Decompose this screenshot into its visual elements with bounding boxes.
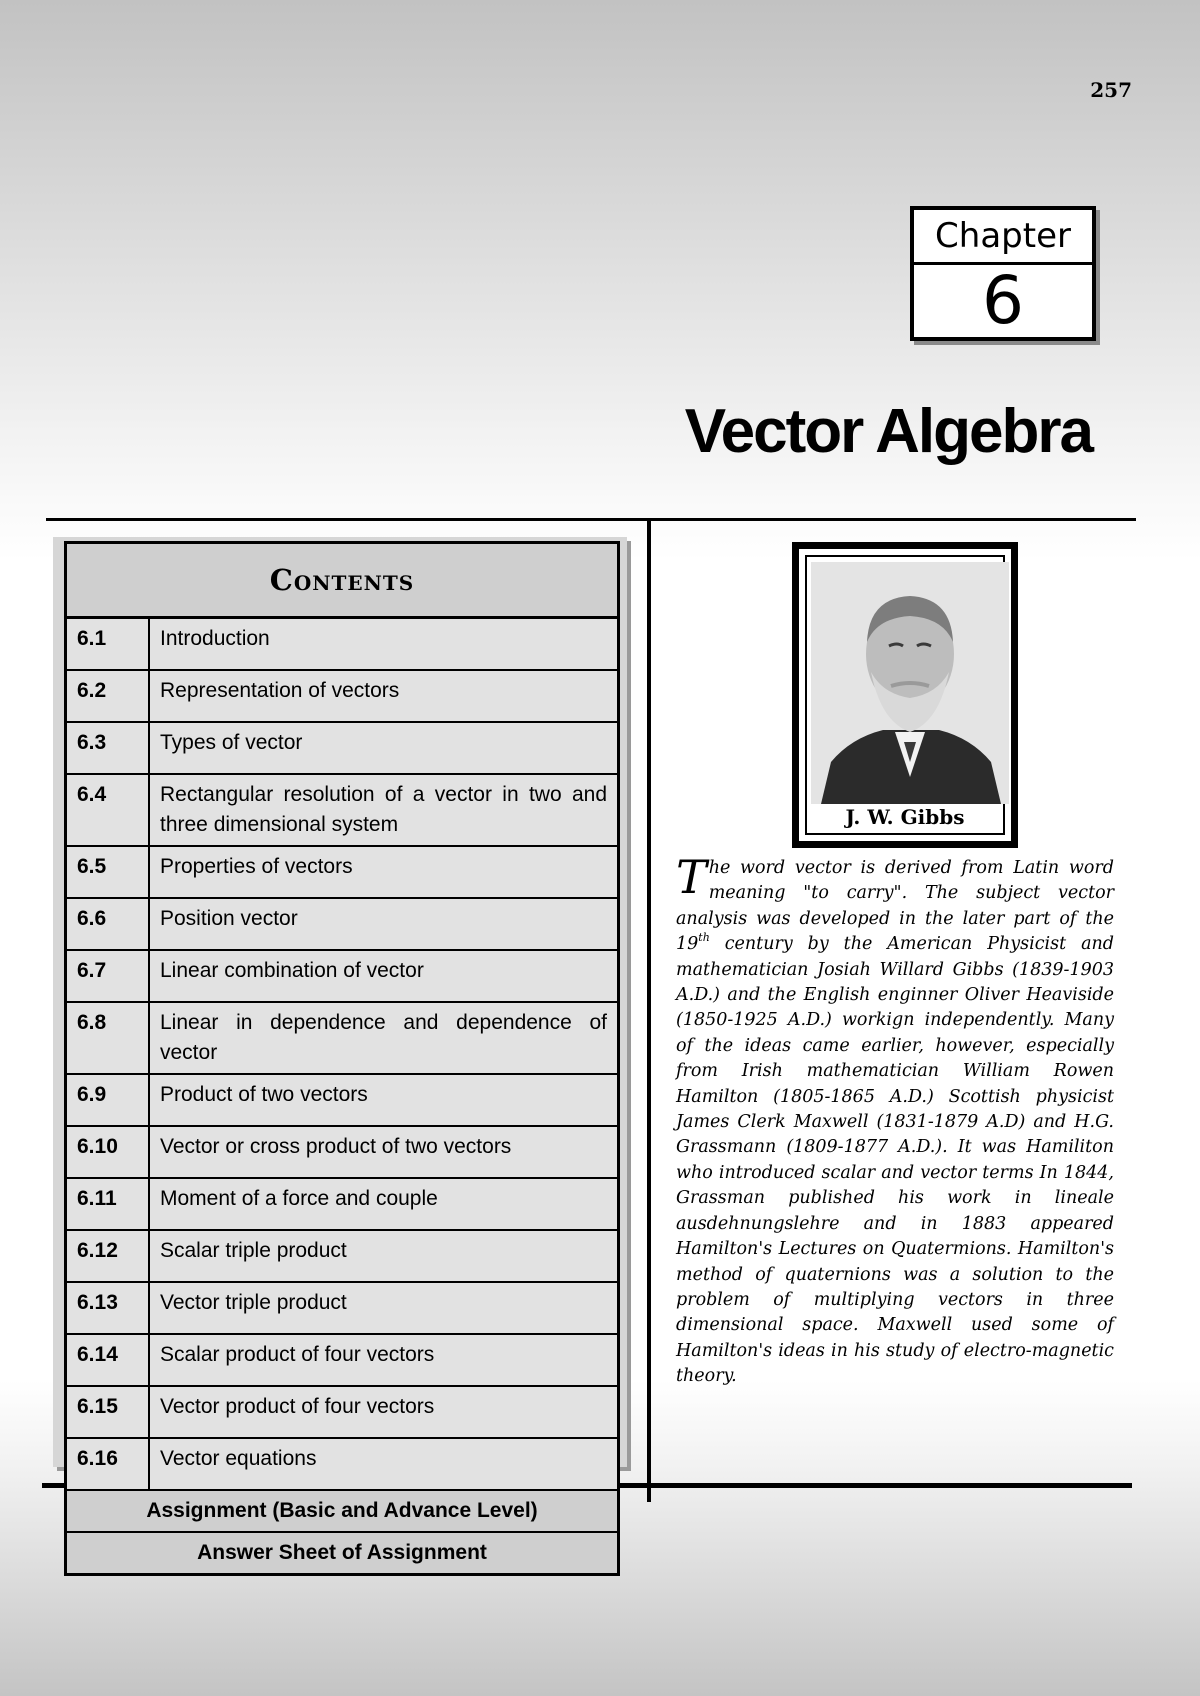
contents-section-title: Position vector (149, 898, 619, 950)
contents-row (66, 1386, 619, 1438)
contents-row (66, 1438, 619, 1490)
contents-row (66, 1230, 619, 1282)
contents-section-number: 6.14 (66, 1334, 150, 1386)
contents-row (66, 1074, 619, 1126)
top-rule (46, 518, 1136, 521)
contents-section-number: 6.6 (66, 898, 150, 950)
contents-section-title: Introduction (149, 618, 619, 671)
contents-row (66, 846, 619, 898)
contents-section-title: Vector equations (149, 1438, 619, 1490)
contents-section-number: 6.5 (66, 846, 150, 898)
page-number: 257 (1090, 78, 1132, 102)
contents-section-title: Rectangular resolution of a vector in two and three dimensional system (149, 774, 619, 846)
biography-superscript: th (698, 931, 710, 945)
gibbs-portrait-drawing (811, 562, 1009, 804)
contents-heading: Contents (66, 543, 619, 618)
chapter-title: Vector Algebra (684, 397, 1092, 466)
contents-row (66, 774, 619, 846)
contents-row (66, 670, 619, 722)
contents-section-title: Vector or cross product of two vectors (149, 1126, 619, 1178)
contents-section-title: Representation of vectors (149, 670, 619, 722)
portrait-frame (792, 542, 1018, 848)
contents-row (66, 1178, 619, 1230)
contents-row (66, 898, 619, 950)
contents-section-number: 6.12 (66, 1230, 150, 1282)
contents-section-title: Product of two vectors (149, 1074, 619, 1126)
portrait-caption: J. W. Gibbs (845, 805, 965, 829)
contents-section-title: Vector product of four vectors (149, 1386, 619, 1438)
contents-section-number: 6.4 (66, 774, 150, 846)
contents-header-row (66, 543, 619, 618)
contents-table (64, 541, 620, 1576)
contents-row (66, 950, 619, 1002)
contents-row (66, 1334, 619, 1386)
contents-section-number: 6.9 (66, 1074, 150, 1126)
contents-section-title: Vector triple product (149, 1282, 619, 1334)
contents-section-title: Linear in dependence and dependence of vector (149, 1002, 619, 1074)
portrait-image (811, 562, 1009, 804)
contents-section-number: 6.2 (66, 670, 150, 722)
contents-section-number: 6.7 (66, 950, 150, 1002)
contents-section-number: 6.13 (66, 1282, 150, 1334)
biography-text-part-1: he word vector is derived from Latin word meaning "to carry". The subject vector analysis was developed in the later part of the 19 (676, 858, 1114, 955)
contents-section-number: 6.16 (66, 1438, 150, 1490)
contents-section-title: Linear combination of vector (149, 950, 619, 1002)
contents-row (66, 618, 619, 671)
chapter-box (910, 206, 1096, 341)
contents-section-number: 6.1 (66, 618, 150, 671)
gibbs-biography (676, 850, 1114, 1390)
portrait-inner-border (805, 555, 1005, 835)
contents-row (66, 1282, 619, 1334)
contents-section-number: 6.8 (66, 1002, 150, 1074)
contents-section-title: Scalar triple product (149, 1230, 619, 1282)
contents-row (66, 722, 619, 774)
contents-section-title: Moment of a force and couple (149, 1178, 619, 1230)
drop-cap: T (676, 850, 707, 904)
biography-text-part-2: century by the American Physicist and mathematician Josiah Willard Gibbs (1839-1903 A.D.) and the English enginner Oliver Heaviside (1850-1925 A.D.) workign independently. Many of the ideas came earlier, however, especially from Irish mathematician William Rowen Hamilton (1805-1865 A.D.) Scottish physicist James Clerk Maxwell (1831-1879 A.D) and H.G. Grassmann (1809-1877 A.D.). It was Hamiliton who introduced scalar and vector terms In 1844, Grassman published his work in lineale ausdehnungslehre and in 1883 appeared Hamilton's Lectures on Quatermions. Hamilton's method of quaternions was a solution to the problem of multiplying vectors in three dimensional space. Maxwell used some of Hamilton's ideas in his study of electro-magnetic theory. (676, 934, 1114, 1387)
answer-sheet-link: Answer Sheet of Assignment (66, 1532, 619, 1575)
chapter-label: Chapter (914, 210, 1092, 265)
contents-section-number: 6.11 (66, 1178, 150, 1230)
contents-row (66, 1126, 619, 1178)
chapter-number: 6 (982, 262, 1024, 339)
column-divider (647, 520, 651, 1502)
contents-footer-row (66, 1490, 619, 1532)
contents-footer-row (66, 1532, 619, 1575)
contents-section-title: Properties of vectors (149, 846, 619, 898)
contents-section-title: Scalar product of four vectors (149, 1334, 619, 1386)
contents-section-number: 6.10 (66, 1126, 150, 1178)
contents-section-number: 6.15 (66, 1386, 150, 1438)
contents-section-number: 6.3 (66, 722, 150, 774)
contents-row (66, 1002, 619, 1074)
contents-section-title: Types of vector (149, 722, 619, 774)
assignment-link: Assignment (Basic and Advance Level) (66, 1490, 619, 1532)
